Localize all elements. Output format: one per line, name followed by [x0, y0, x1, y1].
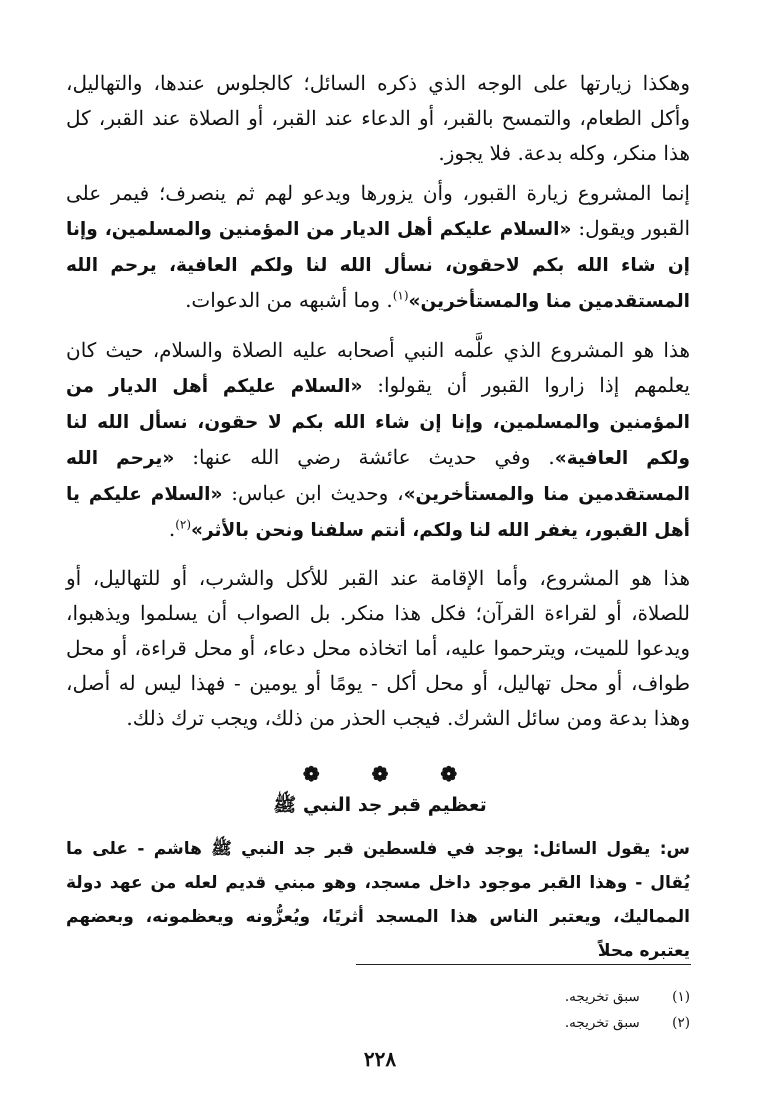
star-ornament-icon: ❁: [302, 762, 320, 786]
paragraph-2-intro: إنما المشروع زيارة القبور، وأن يزورها ويدعو لهم ثم ينصرف؛ فيمر على القبور ويقول:: [66, 181, 690, 240]
paragraph-4-text: هذا هو المشروع، وأما الإقامة عند القبر للأكل والشرب، أو للتهاليل، أو للصلاة، أو لقراءة القرآن؛ فكل هذا منكر. بل الصواب أن يسلموا ويذهبوا، ويدعوا للميت، ويترحموا عليه، أما اتخاذه محل دعاء، أو محل قراءة، أو محل طواف، أو محل تهاليل، أو محل أكل - يومًا أو يومين - فهذا ليس له أصل، وهذا بدعة ومن سائل الشرك. فيجب الحذر من ذلك، ويجب ترك ذلك.: [66, 566, 690, 730]
paragraph-2-end: . وما أشبهه من الدعوات.: [185, 288, 393, 312]
paragraph-1: [66, 66, 690, 171]
paragraph-3-mid: . وفي حديث عائشة رضي الله عنها:: [192, 445, 555, 469]
paragraph-4: [66, 561, 690, 736]
footnote-ref-1: (١): [392, 288, 409, 303]
footnote-item: [190, 984, 690, 1010]
footnote-text: سبق تخريجه.: [564, 989, 640, 1005]
footnote-item: [190, 1010, 690, 1036]
paragraph-3-mid2: ، وحديث ابن عباس:: [231, 481, 404, 505]
footnote-divider: [356, 964, 691, 965]
section-separator: [0, 762, 760, 786]
hadith-quote: «السلام عليكم أهل الديار من المؤمنين والمسلمين، وإنا إن شاء الله بكم لا حقون، نسأل الله لنا ولكم العافية»: [66, 376, 690, 469]
footnote-number: (١): [672, 989, 690, 1005]
hadith-quote: «يرحم الله المستقدمين منا والمستأخرين»: [66, 448, 690, 505]
paragraph-3: [66, 333, 690, 548]
paragraph-3-intro: هذا هو المشروع الذي علَّمه النبي أصحابه عليه الصلاة والسلام، حيث كان يعلمهم إذا زاروا القبور أن يقولوا:: [66, 338, 690, 397]
star-ornament-icon: ❁: [440, 762, 458, 786]
star-ornament-icon: ❁: [371, 762, 389, 786]
footnote-number: (٢): [672, 1015, 690, 1031]
paragraph-2: [66, 176, 690, 319]
paragraph-3-end: .: [168, 517, 176, 541]
hadith-quote: «السلام عليكم يا أهل القبور، يغفر الله لنا ولكم، أنتم سلفنا ونحن بالأثر»: [66, 484, 690, 541]
page-number: ٢٢٨: [363, 1047, 397, 1071]
hadith-quote: «السلام عليكم أهل الديار من المؤمنين والمسلمين، وإنا إن شاء الله بكم لاحقون، نسأل الله لنا ولكم العافية، يرحم الله المستقدمين منا والمستأخرين»: [66, 219, 690, 312]
section-heading: تعظيم قبر جد النبي ﷺ: [273, 794, 487, 816]
question-text: س: يقول السائل: يوجد في فلسطين قبر جد النبي ﷺ هاشم - على ما يُقال - وهذا القبر موجود داخل مسجد، وهو مبني قديم لعله من عهد دولة المماليك، ويعتبر الناس هذا المسجد أثريًا، ويُعزُّونه ويعظمونه، وبعضهم يعتبره محلاً: [66, 839, 690, 961]
footnotes: [190, 984, 690, 1036]
footnote-text: سبق تخريجه.: [564, 1015, 640, 1031]
paragraph-1-text: وهكذا زيارتها على الوجه الذي ذكره السائل؛ كالجلوس عندها، والتهاليل، وأكل الطعام، والتمسح بالقبر، أو الدعاء عند القبر، أو الصلاة عند القبر، كل هذا منكر، وكله بدعة. فلا يجوز.: [66, 71, 690, 165]
footnote-ref-2: (٢): [175, 517, 192, 532]
